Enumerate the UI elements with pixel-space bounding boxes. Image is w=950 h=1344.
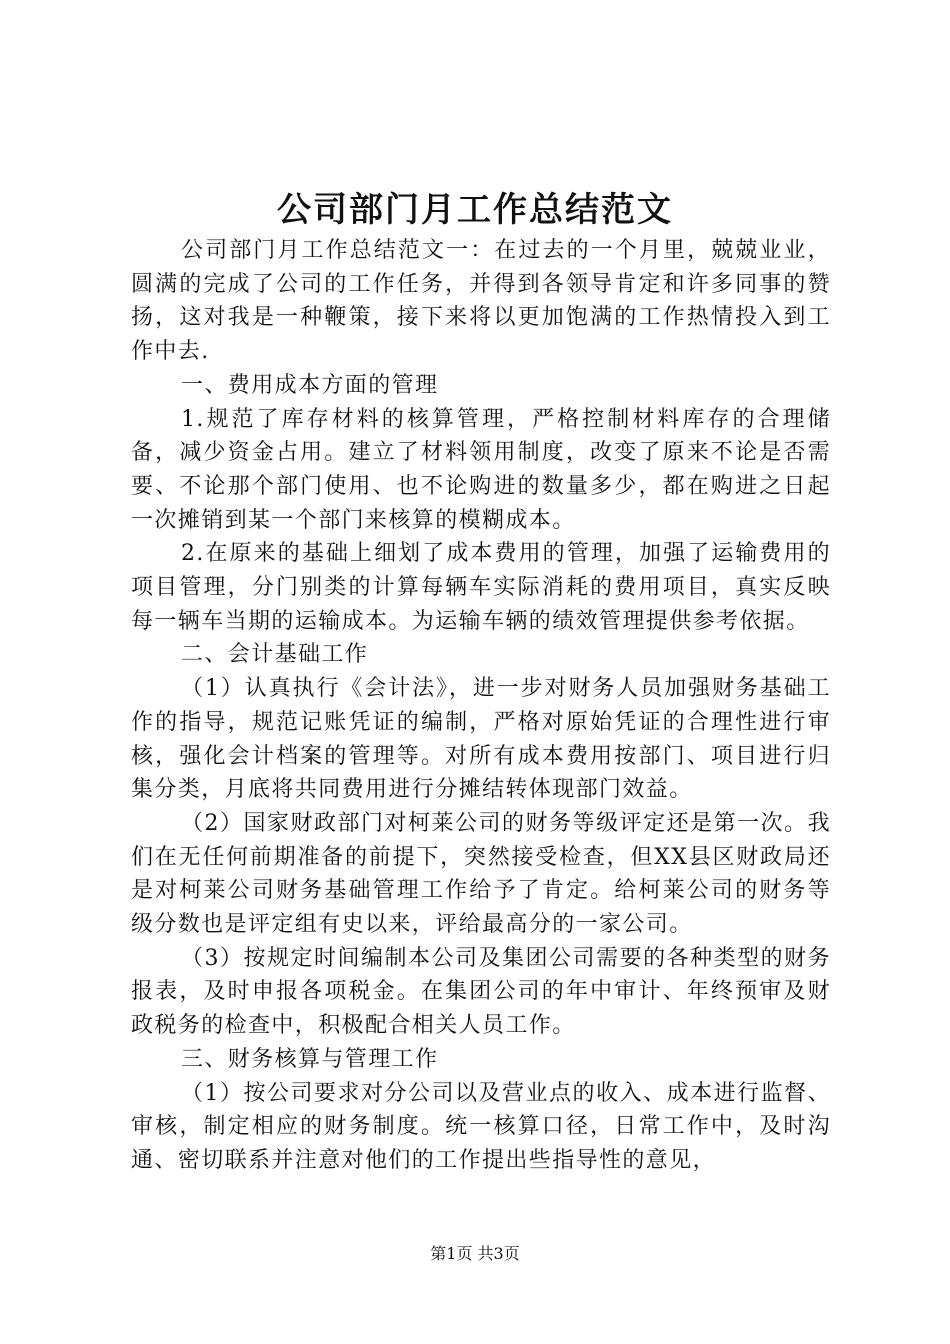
section-heading-2: 二、会计基础工作 [181,642,369,668]
document-title: 公司部门月工作总结范文 [277,190,673,230]
document-body [131,234,831,1178]
paragraph-accounting-1: （1）认真执行《会计法》，进一步对财务人员加强财务基础工作的指导，规范记账凭证的编制，严格对原始凭证的合理性进行审核，强化会计档案的管理等。对所有成本费用按部门、项目进行归集分类，月底将共同费用进行分摊结转体现部门效益。 [131,676,831,803]
page-footer: 第1页 共3页 [430,1244,520,1263]
paragraph-accounting-2: （2）国家财政部门对柯莱公司的财务等级评定还是第一次。我们在无任何前期准备的前提下，突然接受检查，但XX县区财政局还是对柯莱公司财务基础管理工作给予了肯定。给柯莱公司的财务等级分数也是评定组有史以来，评给最高分的一家公司。 [131,810,831,938]
paragraph-item-2: 2.在原来的基础上细划了成本费用的管理，加强了运输费用的项目管理，分门别类的计算每辆车实际消耗的费用项目，真实反映每一辆车当期的运输成本。为运输车辆的绩效管理提供参考依据。 [131,541,831,634]
paragraph-item-1: 1.规范了库存材料的核算管理，严格控制材料库存的合理储备，减少资金占用。建立了材料领用制度，改变了原来不论是否需要、不论那个部门使用、也不论购进的数量多少，都在购进之日起一次摊销到某一个部门来核算的模糊成本。 [131,406,831,533]
paragraph-finance-1: （1）按公司要求对分公司以及营业点的收入、成本进行监督、审核，制定相应的财务制度。统一核算口径，日常工作中，及时沟通、密切联系并注意对他们的工作提出些指导性的意见， [131,1080,831,1173]
section-heading-3: 三、财务核算与管理工作 [181,1046,439,1072]
section-heading-1: 一、费用成本方面的管理 [181,372,439,398]
paragraph-accounting-3: （3）按规定时间编制本公司及集团公司需要的各种类型的财务报表，及时申报各项税金。在集团公司的年中审计、年终预审及财政税务的检查中，积极配合相关人员工作。 [131,945,831,1039]
paragraph-intro: 公司部门月工作总结范文一：在过去的一个月里，兢兢业业，圆满的完成了公司的工作任务，并得到各领导肯定和许多同事的赞扬，这对我是一种鞭策，接下来将以更加饱满的工作热情投入到工作中去. [131,238,831,365]
